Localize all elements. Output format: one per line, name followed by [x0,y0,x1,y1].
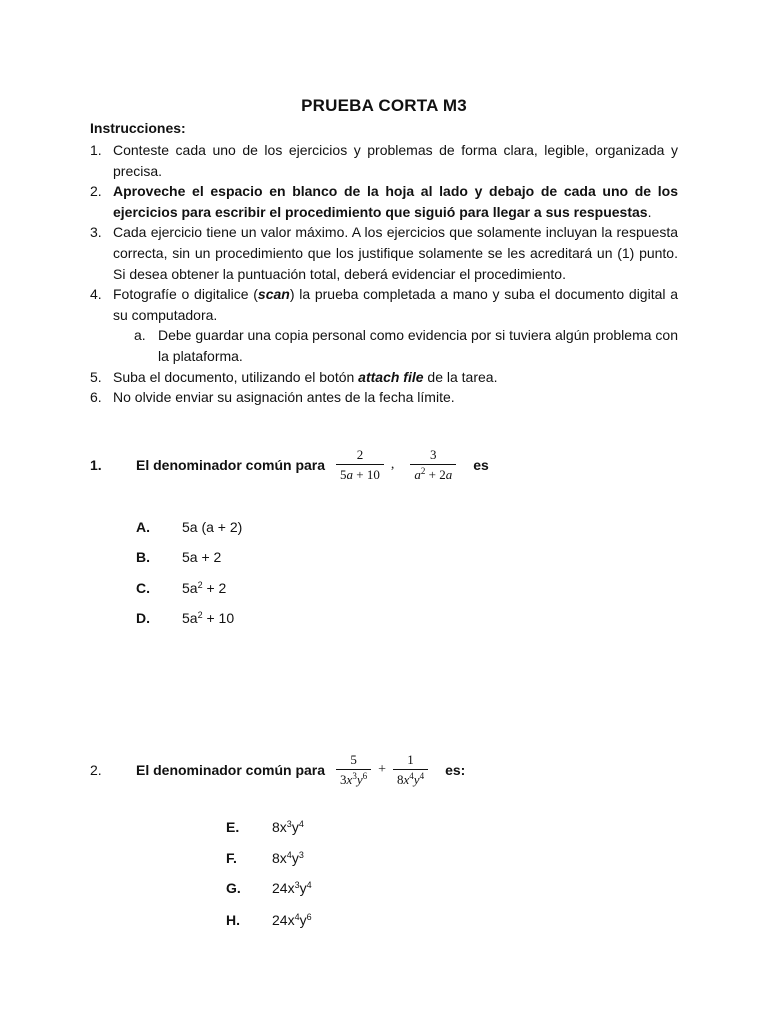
instruction-item: 4. Fotografíe o digitalice (scan) la prueba completada a mano y suba el documento digital a su computadora. [90,286,678,323]
instruction-item: 3. Cada ejercicio tiene un valor máximo. A los ejercicios que solamente incluyan la respuesta correcta, sin un procedimiento que los justifique solamente se les acreditará un (1) punto. Si desea obtener la puntuación total, deberá evidenciar el procedimiento. [90,224,678,282]
instruction-subitem: a. Debe guardar una copia personal como evidencia por si tuviera algún problema con la plataforma. [134,327,678,364]
option-a[interactable]: A. 5a (a + 2) [136,519,243,535]
option-b[interactable]: B. 5a + 2 [136,549,222,565]
fraction: $\frac{1}{8x^4y^4}$ [393,752,428,788]
question-2: 2. El denominador común para $\frac{5}{3x^3y^6}$ + $\frac{1}{8x^4y^4}$ es: [90,752,466,787]
option-f[interactable]: F. $8x^4y^3$ [226,850,304,866]
fraction: $\frac{5}{3x^3y^6}$ [336,752,371,788]
question-1: 1. El denominador común para $\frac{2}{5a + 10}$ , $\frac{3}{a^2 + 2a}$ es [90,447,489,482]
page-title: PRUEBA CORTA M3 [301,96,467,115]
fraction: $\frac{2}{5a + 10}$ [336,447,384,483]
instruction-item: 1. Conteste cada uno de los ejercicios y problemas de forma clara, legible, organizada y precisa. [90,142,678,179]
option-g[interactable]: G. $24x^3y^4$ [226,880,312,896]
instruction-item: 5. Suba el documento, utilizando el botón attach file de la tarea. [90,368,498,385]
fraction: $\frac{3}{a^2 + 2a}$ [410,447,456,483]
option-c[interactable]: C. $5a^2 + 2$ [136,580,227,596]
option-d[interactable]: D. $5a^2 + 10$ [136,610,235,626]
option-e[interactable]: E. $8x^3y^4$ [226,819,304,835]
instructions-heading: Instrucciones: [90,120,186,136]
instruction-item: 2. Aproveche el espacio en blanco de la hoja al lado y debajo de cada uno de los ejercicios para escribir el procedimiento que siguió para llegar a sus respuestas. [90,183,678,220]
instructions-list [90,140,678,408]
q2-expression: $\frac{5}{3x^3y^6}$ + $\frac{1}{8x^4y^4}$ [333,752,431,788]
option-h[interactable]: H. $24x^4y^6$ [226,912,312,928]
instruction-item: 6. No olvide enviar su asignación antes de la fecha límite. [90,389,455,406]
q1-expression: $\frac{2}{5a + 10}$ , $\frac{3}{a^2 + 2a}$ [333,447,459,483]
